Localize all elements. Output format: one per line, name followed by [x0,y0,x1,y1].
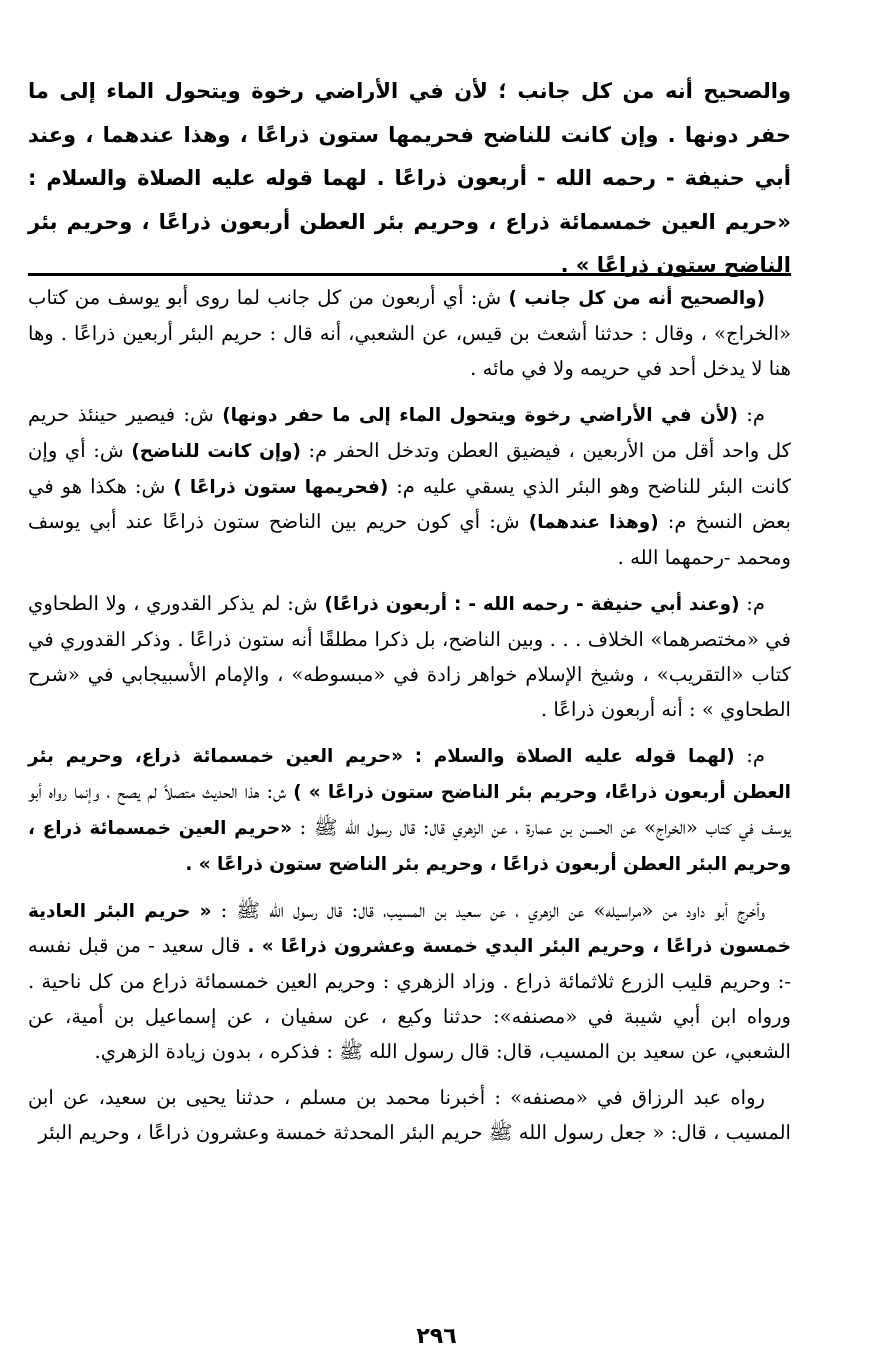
matn-marker: م: [737,402,765,426]
commentary-paragraph-3 [28,587,791,728]
quoted-matn: (وإن كانت للناضح) [131,440,301,462]
page-number: ٢٩٦ [416,1324,457,1349]
commentary-text: ش: هذا الحديث متصلاً لم يصح ، وإنما رواه أبو يوسف في كتاب «الخراج» عن الحسن بن عمارة ، عن الزهري قال: قال رسول الله ﷺ : [28,779,791,839]
commentary-paragraph-2 [28,398,791,577]
main-text-matn: والصحيح أنه من كل جانب ؛ لأن في الأراضي رخوة ويتحول الماء إلى ما حفر دونها . وإن كانت للناضح فحريمها ستون ذراعًا ، وهذا عندهما ، وعند أبي حنيفة - رحمه الله - أربعون ذراعًا . لهما قوله عليه الصلاة والسلام : «حريم العين خمسمائة ذراع ، وحريم بئر العطن أربعون ذراعًا ، وحريم بئر الناضح ستون ذراعًا » . [28,79,791,277]
quoted-hadith: «حريم العين خمسمائة ذراع ، وحريم البئر العطن أربعون ذراعًا ، وحريم بئر الناضح ستون ذراعًا » . [28,817,791,875]
quoted-matn: (لهما قوله عليه الصلاة والسلام : «حريم العين خمسمائة ذراع، وحريم بئر العطن أربعون ذراعًا، وحريم بئر الناضح ستون ذراعًا » ) [28,745,791,803]
commentary-text: قال سعيد - من قبل نفسه -: وحريم قليب الزرع ثلاثمائة ذراع . وزاد الزهري : وحريم العين خمسمائة ذراع من كل ناحية . ورواه ابن أبي شيبة في «مصنفه»: حدثنا وكيع ، عن سفيان ، عن إسماعيل بن أمية، عن الشعبي، عن سعيد بن المسيب، قال: قال رسول الله ﷺ : فذكره ، بدون زيادة الزهري. [28,934,791,1064]
commentary-text: ش: أي كون حريم بين الناضح ستون ذراعًا عند أبي يوسف ومحمد -رحمهما الله . [28,510,791,570]
quoted-matn: (وعند أبي حنيفة - رحمه الله - : أربعون ذراعًا) [324,594,740,616]
matn-marker: م: [739,592,765,616]
commentary-text: رواه عبد الرزاق في «مصنفه» : أخبرنا محمد بن مسلم ، حدثنا يحيى بن سعيد، عن ابن المسيب ، قال: « جعل رسول الله ﷺ حريم البئر المحدثة خمسة وعشرون ذراعًا ، وحريم البئر [28,1086,791,1144]
quoted-matn: (فحريمها ستون ذراعًا ) [173,476,389,498]
commentary-text: ش: لم يذكر القدوري ، ولا الطحاوي في «مختصرهما» الخلاف . . . وبين الناضح، بل ذكرا مطلقًا أنه ستون ذراعًا . وذكر القدوري في كتاب «التقريب» ، وشيخ الإسلام خواهر زادة في «مبسوطه» ، والإمام الأسبيجابي في «شرح الطحاوي » : أنه أربعون ذراعًا . [28,592,791,721]
commentary-text: ش: أي وإن كانت البئر للناضح وهو البئر الذي يسقي عليه م: [28,438,792,498]
commentary-text: ش: هكذا هو في بعض النسخ م: [28,474,791,534]
commentary-text: ش: فيصير حينئذ حريم كل واحد أقل من الأربعين ، فيضيق العطن وتدخل الحفر م: [28,402,792,462]
commentary-paragraph-1 [28,281,791,387]
quoted-matn: (وهذا عندهما) [528,512,659,534]
separator-rule [28,273,791,276]
commentary-text: وأخرج أبو داود من «مراسيله» عن الزهري ، عن سعيد بن المسيب، قال: قال رسول الله ﷺ : [211,898,766,922]
quoted-matn: (لأن في الأراضي رخوة ويتحول الماء إلى ما حفر دونها) [222,404,738,426]
quoted-matn: (والصحيح أنه من كل جانب ) [508,288,765,309]
matn-marker: م: [734,743,765,767]
commentary-text: ش: أي أربعون من كل جانب لما روى أبو يوسف من كتاب «الخراج» ، وقال : حدثنا أشعث بن قيس، عن الشعبي، أنه قال : حريم البئر أربعين ذراعًا . وها هنا لا يدخل أحد في حريمه ولا في مائه . [28,286,791,380]
quoted-hadith: « حريم البئر العادية خمسون ذراعًا ، وحريم البئر البدي خمسة وعشرون ذراعًا » . [28,900,791,958]
commentary-paragraph-5 [28,894,791,1071]
commentary-sharh [28,281,791,1162]
commentary-paragraph-6 [28,1081,791,1151]
commentary-paragraph-4 [28,739,791,883]
